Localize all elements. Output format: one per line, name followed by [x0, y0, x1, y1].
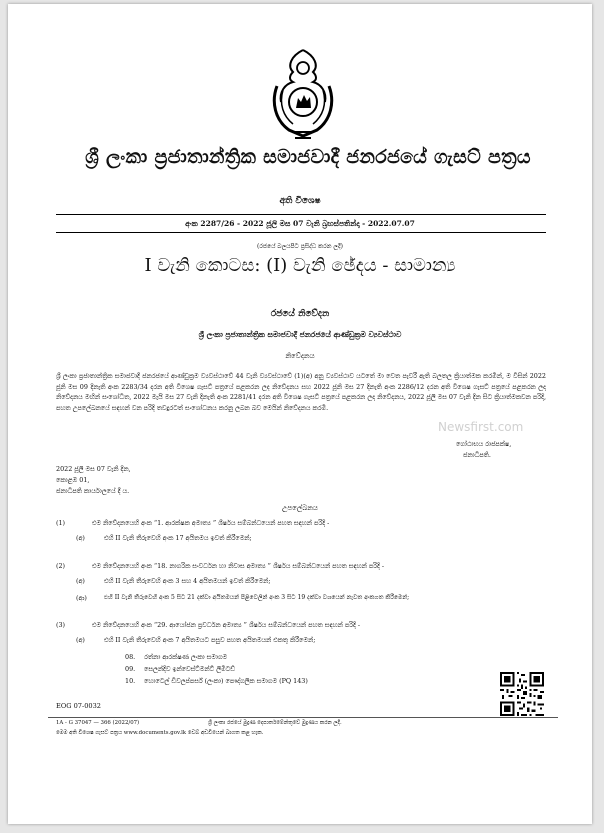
schedule-item-text: එම නිවේදනයෙහි අංක “1. ආරක්ෂක අමාත්‍ය ” ශීර්ෂය සම්බන්ධයෙන් පහත සඳහන් පරිදි - [92, 519, 330, 527]
added-item-text: සෙලන්දිව ඉන්වෙස්ට්මන්ට් ලිමිටඩ් [144, 665, 236, 673]
added-item-number: 10. [125, 677, 136, 685]
extraordinary-label: අති විශෙෂ [279, 196, 321, 206]
schedule-sub-number: (ආ) [76, 594, 87, 602]
signatory-name: ගෝඨාභය රාජපක්ෂ, [456, 440, 512, 448]
place-line-1: කොළඹ 01, [56, 476, 90, 484]
schedule-sub-text: එහි II වැනි තීරුවෙහි අංක 7 අයිතමයට පසුව පහත අයිතමයන් එකතු කිරීමෙන්; [104, 636, 316, 644]
date-line: 2022 ජූලි මස 07 වැනි දින, [56, 465, 131, 473]
schedule-sub-number: (අ) [76, 577, 85, 585]
footer-rule [48, 717, 558, 718]
registered-note: (රජයේ බලයපිට ප්‍රසිද්ධ කරන ලදී) [256, 243, 344, 250]
added-item-number: 08. [125, 653, 136, 661]
schedule-item-number: (3) [56, 621, 66, 629]
part-heading: I වැනි කොටස: (I) වැනි ඡේදය - සාමාන්‍ය [144, 255, 456, 276]
footer-printer: ශ්‍රී ලංකා රජයේ මුද්‍රණ දෙපාර්තමේන්තුවේ මුද්‍රණය කරන ලදී. [208, 720, 342, 726]
gazette-page [8, 4, 592, 824]
footer-print-code: 1A - G 37047 — 366 (2022/07) [56, 720, 140, 726]
added-item-number: 09. [125, 665, 136, 673]
gazette-title: ශ්‍රී ලංකා ප්‍රජාතාන්ත්‍රික සමාජවාදී ජනරජයේ ගැසට් පත්‍රය [85, 146, 531, 168]
schedule-title: උපලේඛනය [282, 504, 318, 512]
notice-subheading: ශ්‍රී ලංකා ප්‍රජාතාන්ත්‍රික සමාජවාදී ජනරජයේ ආණ්ඩුක්‍රම ව්‍යවස්ථාව [198, 330, 402, 339]
place-line-2: ජනාධිපති කාර්යාලයේ දී ය. [56, 487, 130, 495]
watermark: Newsfirst.com [438, 420, 524, 434]
notice-title: නිවේදනය [285, 352, 315, 360]
schedule-item-text: එම නිවේදනයෙහි අංක “29. ආයෝජන ප්‍රවර්ධන අමාත්‍ය ” ශීර්ෂය සම්බන්ධයෙන් පහත සඳහන් පරිදි - [92, 621, 361, 629]
schedule-sub-number: (අ) [76, 534, 85, 542]
schedule-sub-text: එහි II වැනි තීරුවෙහි අංක 5 සිට 21 දක්වා අයිතමයන් පිළිවෙලින් අංක 3 සිට 19 දක්වා වශයෙන් නැවත අංකගත කිරීමෙන්; [104, 594, 410, 601]
schedule-item-number: (2) [56, 562, 66, 570]
notice-body: ශ්‍රී ලංකා ප්‍රජාතාන්ත්‍රික සමාජවාදී ජනරජයේ ආණ්ඩුක්‍රම ව්‍යවස්ථාවේ 44 වැනි ව්‍යවස්ථාවේ (1)(අ) අනු ව්‍යවස්ථාව යටතේ මා වෙත පැවරී ඇති බලතල ක්‍රියාත්මක කරමින්, ම විසින් 2022 ජූනි මස 09 දිනැති අංක 2283/34 දරන අති විශෙෂ ගැසට් පත්‍රයේ පළකරන ලද නිවේදනය සහ 2022 ජූනි මස 27 දිනැති අංක 2286/12 දරන අති විශෙෂ ගැසට් පත්‍රයේ පළකරන ලද නිවේදනය මඟින් සංශෝධිත, 2022 මැයි මස 27 වැනි දිනැති අංක 2281/41 දරන අති විශෙෂ ගැසට් පත්‍රයේ පළකරන ලද නිවේදනය, 2022 ජූලි මස 07 වැනි දින සිට ක්‍රියාත්මකවන පරිදි, පහත උපලේඛනයේ සඳහන් වන පරිදි තවදුරටත් සංශෝධනය කරනු ලබන බව මෙයින් නිවේදනය කරමි. [56, 372, 546, 412]
schedule-sub-text: එහි II වැනි තීරුවෙහි අංක 17 අයිතමය ඉවත් කිරීමෙන්; [104, 534, 252, 542]
notice-heading: රජයේ නිවේදන [270, 309, 330, 319]
added-item-text: රත්නා ආරක්ෂණ ලංකා සමාගම [144, 653, 228, 661]
added-item-text: හොටෙල් ඩිවලප්පර්ස් (ලංකා) පෞද්ගලික සමාගම (PQ 143) [144, 677, 308, 685]
signatory-title: ජනාධිපති. [463, 451, 491, 459]
issue-line: අංක 2287/26 - 2022 ජූලි මස 07 වැනි බ්‍රහස්පතින්දා - 2022.07.07 [185, 219, 415, 228]
schedule-sub-text: එහි II වැනි තීරුවෙහි අංක 3 සහ 4 අයිතමයන් ඉවත් කිරීමෙන්; [104, 577, 271, 585]
state-emblem-icon [263, 46, 343, 142]
header-rule-top [56, 214, 546, 215]
schedule-item-text: එම නිවේදනයෙහි අංක “18. නාගරික සංවර්ධන හා නිවාස අමාත්‍ය ” ශීර්ෂය සම්බන්ධයෙන් පහත සඳහන් පරිදි - [92, 562, 385, 570]
header-rule-bottom [56, 232, 546, 233]
qr-code-icon [500, 672, 544, 716]
footer-website-note: මෙම අති විශෙෂ ගැසට් පත්‍රය www.documents.gov.lk වෙබ් අඩවියෙන් බාගත කළ හැක. [56, 730, 264, 736]
eog-reference: EOG 07-0032 [56, 702, 101, 710]
schedule-item-number: (1) [56, 519, 66, 527]
schedule-sub-number: (අ) [76, 636, 85, 644]
